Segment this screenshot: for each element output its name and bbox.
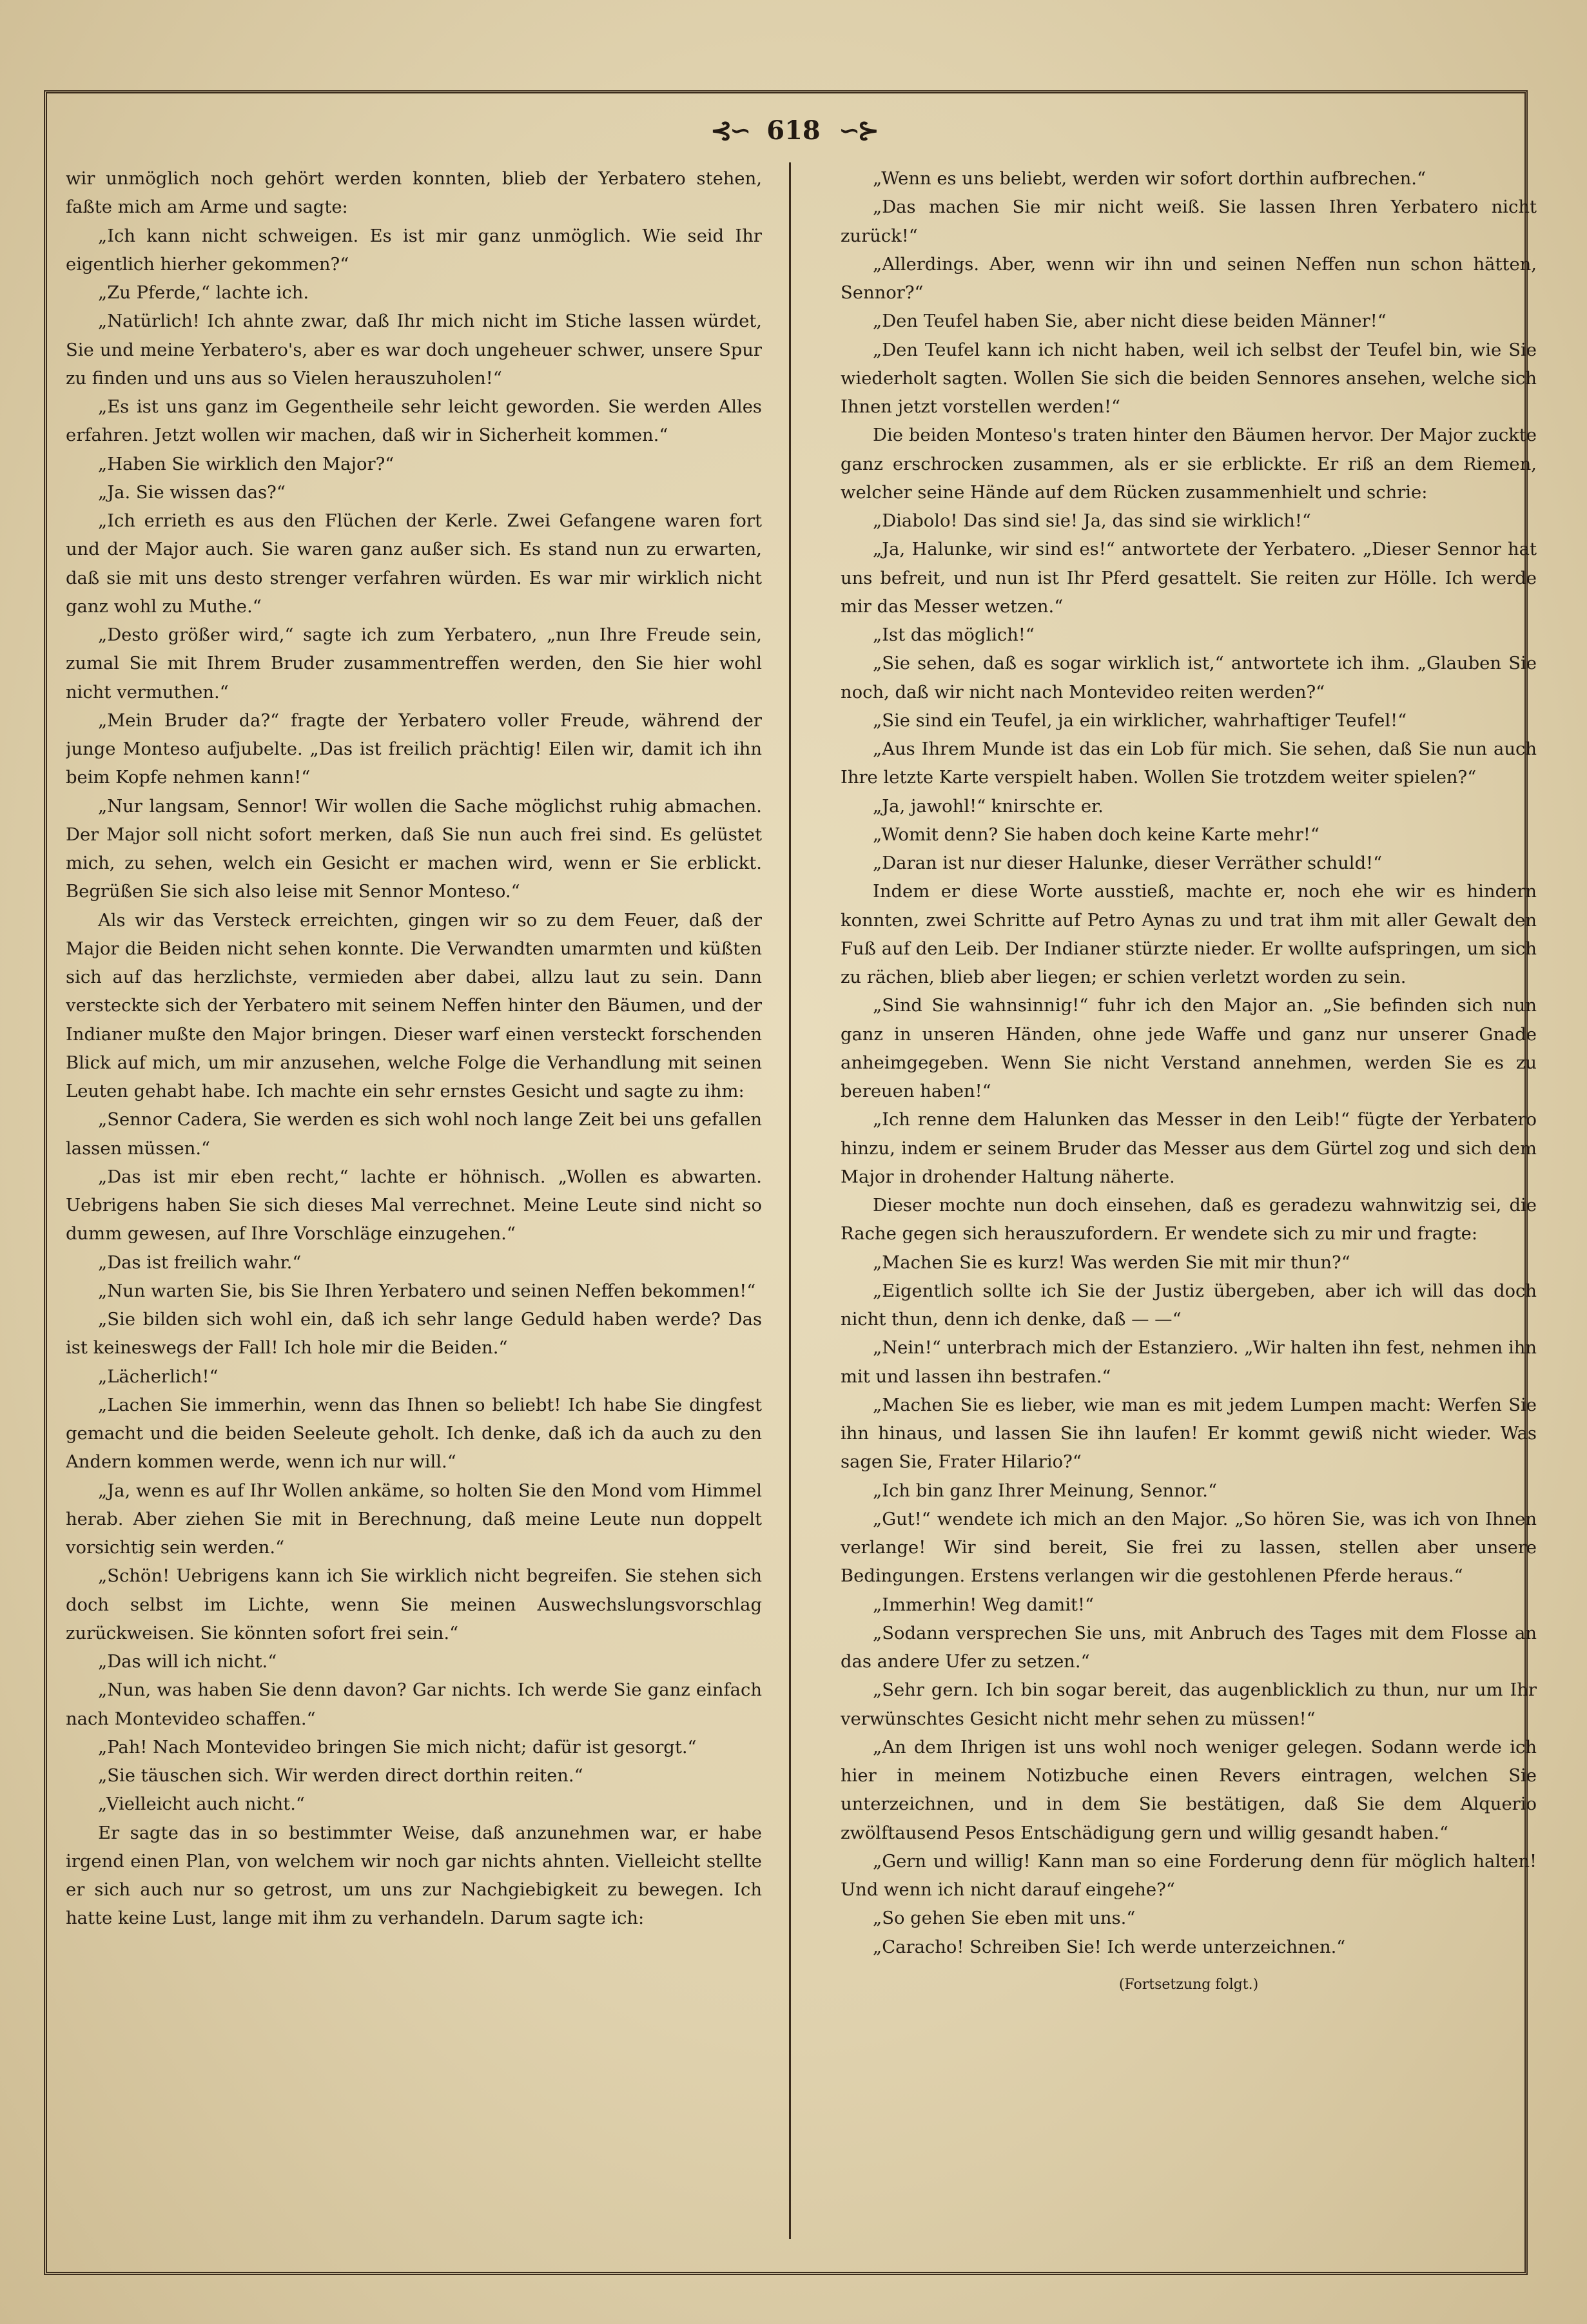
paragraph: „Natürlich! Ich ahnte zwar, daß Ihr mich nicht im Stiche lassen würdet, Sie und meine Yerbatero's, aber es war doch ungeheuer schwer, unsere Spur zu finden und uns aus so Vielen herauszuholen!“ (66, 311, 762, 389)
paragraph: „Schön! Uebrigens kann ich Sie wirklich nicht begreifen. Sie stehen sich doch selbst im Lichte, wenn Sie meinen Auswechslungsvorschlag zurückweisen. Sie könnten sofort frei sein.“ (66, 1566, 762, 1643)
paragraph: „Machen Sie es kurz! Was werden Sie mit mir thun?“ (873, 1252, 1350, 1273)
paragraph: „Machen Sie es lieber, wie man es mit jedem Lumpen macht: Werfen Sie ihn hinaus, und lassen Sie ihn laufen! Er kommt gewiß nicht wieder. Was sagen Sie, Frater Hilario?“ (841, 1395, 1537, 1473)
paragraph: „Caracho! Schreiben Sie! Ich werde unterzeichnen.“ (873, 1937, 1346, 1957)
paragraph: „Ja, jawohl!“ knirschte er. (873, 796, 1104, 817)
paragraph: „Gut!“ wendete ich mich an den Major. „So hören Sie, was ich von Ihnen verlange! Wir sind bereit, Sie frei zu lassen, stellen aber unsere Bedingungen. Erstens verlangen wir die gestohlenen Pferde heraus.“ (841, 1509, 1537, 1587)
paragraph: „Nein!“ unterbrach mich der Estanziero. „Wir halten ihn fest, nehmen ihn mit und lassen ihn bestrafen.“ (841, 1338, 1537, 1387)
paragraph: „Sie sehen, daß es sogar wirklich ist,“ antwortete ich ihm. „Glauben Sie noch, daß wir nicht nach Montevideo reiten werden?“ (841, 654, 1537, 702)
paragraph: „Nur langsam, Sennor! Wir wollen die Sache möglichst ruhig abmachen. Der Major soll nicht sofort merken, daß Sie nun auch frei sind. Es gelüstet mich, zu sehen, welch ein Gesicht er machen wird, wenn er Sie erblickt. Begrüßen Sie sich also leise mit Sennor Monteso.“ (66, 796, 762, 902)
paragraph: „Sehr gern. Ich bin sogar bereit, das augenblicklich zu thun, nur um Ihr verwünschtes Gesicht nicht mehr sehen zu müssen!“ (841, 1680, 1537, 1729)
paragraph: „Nun warten Sie, bis Sie Ihren Yerbatero und seinen Neffen bekommen!“ (98, 1281, 756, 1301)
right-text-column (841, 165, 1537, 2237)
paragraph: „Sodann versprechen Sie uns, mit Anbruch des Tages mit dem Flosse an das andere Ufer zu setzen.“ (841, 1623, 1537, 1672)
paragraph: „Aus Ihrem Munde ist das ein Lob für mich. Sie sehen, daß Sie nun auch Ihre letzte Karte verspielt haben. Wollen Sie trotzdem weiter spielen?“ (841, 739, 1537, 788)
paragraph: „Ja, Halunke, wir sind es!“ antwortete der Yerbatero. „Dieser Sennor hat uns befreit, und nun ist Ihr Pferd gesattelt. Sie reiten zur Hölle. Ich werde mir das Messer wetzen.“ (841, 539, 1537, 617)
paragraph: „Diabolo! Das sind sie! Ja, das sind sie wirklich!“ (873, 511, 1311, 531)
paragraph: „An dem Ihrigen ist uns wohl noch weniger gelegen. Sodann werde ich hier in meinem Notizbuche einen Revers eintragen, welchen Sie unterzeichnen, und in dem Sie bestätigen, daß Sie dem Alquerio zwölftausend Pesos Entschädigung gern und willig gesandt haben.“ (841, 1737, 1537, 1843)
paragraph: „Ja. Sie wissen das?“ (98, 482, 286, 503)
paragraph: „Sie sind ein Teufel, ja ein wirklicher, wahrhaftiger Teufel!“ (873, 710, 1407, 731)
paragraph: „Ist das möglich!“ (873, 625, 1035, 645)
paragraph: „Wenn es uns beliebt, werden wir sofort dorthin aufbrechen.“ (873, 169, 1426, 189)
paragraph: Er sagte das in so bestimmter Weise, daß anzunehmen war, er habe irgend einen Plan, von welchem wir noch gar nichts ahnten. Vielleicht stellte er sich auch nur so getrost, um uns zur Nachgiebigkeit zu bewegen. Ich hatte keine Lust, lange mit ihm zu verhandeln. Darum sagte ich: (66, 1823, 762, 1929)
paragraph: „Lachen Sie immerhin, wenn das Ihnen so beliebt! Ich habe Sie dingfest gemacht und die beiden Seeleute geholt. Ich denke, daß ich da auch zu den Andern kommen werde, wenn ich nur will.“ (66, 1395, 762, 1473)
paragraph: „Sind Sie wahnsinnig!“ fuhr ich den Major an. „Sie befinden sich nun ganz in unseren Händen, ohne jede Waffe und ganz nur unserer Gnade anheimgegeben. Wenn Sie nicht Verstand annehmen, werden Sie es zu bereuen haben!“ (841, 996, 1537, 1101)
paragraph: „Den Teufel haben Sie, aber nicht diese beiden Männer!“ (873, 311, 1387, 332)
paragraph: „Immerhin! Weg damit!“ (873, 1594, 1094, 1615)
paragraph: „Mein Bruder da?“ fragte der Yerbatero voller Freude, während der junge Monteso aufjubelte. „Das ist freilich prächtig! Eilen wir, damit ich ihn beim Kopfe nehmen kann!“ (66, 710, 762, 788)
paragraph: „Es ist uns ganz im Gegentheile sehr leicht geworden. Sie werden Alles erfahren. Jetzt wollen wir machen, daß wir in Sicherheit kommen.“ (66, 397, 762, 446)
paragraph: „Das ist mir eben recht,“ lachte er höhnisch. „Wollen es abwarten. Uebrigens haben Sie sich dieses Mal verrechnet. Meine Leute sind nicht so dumm gewesen, auf Ihre Vorschläge einzugehen.“ (66, 1167, 762, 1244)
paragraph: „Haben Sie wirklich den Major?“ (98, 454, 394, 474)
header-ornament-left: ⊰∽ (710, 115, 749, 146)
column-divider (789, 162, 791, 2239)
paragraph: „Ich bin ganz Ihrer Meinung, Sennor.“ (873, 1480, 1217, 1501)
paragraph: Indem er diese Worte ausstieß, machte er, noch ehe wir es hindern konnten, zwei Schritte auf Petro Aynas zu und trat ihm mit aller Gewalt den Fuß auf den Leib. Der Indianer stürzte nieder. Er wollte aufspringen, um sich zu rächen, blieb aber liegen; er schien verletzt worden zu sein. (841, 882, 1537, 987)
paragraph: wir unmöglich noch gehört werden konnten, blieb der Yerbatero stehen, faßte mich am Arme und sagte: (66, 169, 762, 218)
paragraph: „Nun, was haben Sie denn davon? Gar nichts. Ich werde Sie ganz einfach nach Montevideo schaffen.“ (66, 1680, 762, 1729)
paragraph: „Zu Pferde,“ lachte ich. (98, 283, 309, 303)
paragraph: „Allerdings. Aber, wenn wir ihn und seinen Neffen nun schon hätten, Sennor?“ (841, 254, 1537, 303)
paragraph: „Lächerlich!“ (98, 1366, 219, 1387)
paragraph: „Das ist freilich wahr.“ (98, 1252, 302, 1273)
paragraph: Als wir das Versteck erreichten, gingen wir so zu dem Feuer, daß der Major die Beiden nicht sehen konnte. Die Verwandten umarmten und küßten sich auf das herzlichste, vermieden aber dabei, allzu laut zu sein. Dann versteckte sich der Yerbatero mit seinem Neffen hinter den Bäumen, und der Indianer mußte den Major bringen. Dieser warf einen versteckt forschenden Blick auf mich, um mir anzusehen, welche Folge die Verhandlung mit seinen Leuten gehabt habe. Ich machte ein sehr ernstes Gesicht und sagte zu ihm: (66, 910, 762, 1101)
paragraph: Die beiden Monteso's traten hinter den Bäumen hervor. Der Major zuckte ganz erschrocken zusammen, als er sie erblickte. Er riß an dem Riemen, welcher seine Hände auf dem Rücken zusammenhielt und schrie: (841, 425, 1537, 503)
paragraph: „So gehen Sie eben mit uns.“ (873, 1908, 1136, 1929)
header-ornament-right: ∽⊱ (838, 115, 877, 146)
paragraph: „Das machen Sie mir nicht weiß. Sie lassen Ihren Yerbatero nicht zurück!“ (841, 197, 1537, 246)
paragraph: „Gern und willig! Kann man so eine Forderung denn für möglich halten! Und wenn ich nicht darauf eingehe?“ (841, 1851, 1537, 1900)
left-text-column (66, 165, 762, 2237)
paragraph: „Ich kann nicht schweigen. Es ist mir ganz unmöglich. Wie seid Ihr eigentlich hierher gekommen?“ (66, 226, 762, 275)
paragraph: „Ja, wenn es auf Ihr Wollen ankäme, so holten Sie den Mond vom Himmel herab. Aber ziehen Sie mit in Berechnung, daß meine Leute nun doppelt vorsichtig sein werden.“ (66, 1480, 762, 1558)
paragraph: „Pah! Nach Montevideo bringen Sie mich nicht; dafür ist gesorgt.“ (98, 1737, 697, 1758)
continuation-note: (Fortsetzung folgt.) (1118, 1976, 1259, 1993)
paragraph: „Womit denn? Sie haben doch keine Karte mehr!“ (873, 824, 1319, 845)
page-number: 618 (766, 115, 821, 146)
paragraph: „Sennor Cadera, Sie werden es sich wohl noch lange Zeit bei uns gefallen lassen müssen.“ (66, 1110, 762, 1159)
paragraph: „Desto größer wird,“ sagte ich zum Yerbatero, „nun Ihre Freude sein, zumal Sie mit Ihrem Bruder zusammentreffen werden, den Sie hier wohl nicht vermuthen.“ (66, 625, 762, 702)
page-header (0, 108, 1587, 153)
paragraph: „Eigentlich sollte ich Sie der Justiz übergeben, aber ich will das doch nicht thun, denn ich denke, daß — —“ (841, 1281, 1537, 1330)
paragraph: „Den Teufel kann ich nicht haben, weil ich selbst der Teufel bin, wie Sie wiederholt sagten. Wollen Sie sich die beiden Sennores ansehen, welche sich Ihnen jetzt vorstellen werden!“ (841, 340, 1537, 417)
paragraph: „Ich renne dem Halunken das Messer in den Leib!“ fügte der Yerbatero hinzu, indem er seinem Bruder das Messer aus dem Gürtel zog und sich dem Major in drohender Haltung näherte. (841, 1110, 1537, 1187)
paragraph: „Vielleicht auch nicht.“ (98, 1794, 305, 1815)
paragraph: „Das will ich nicht.“ (98, 1652, 277, 1672)
paragraph: „Sie täuschen sich. Wir werden direct dorthin reiten.“ (98, 1766, 583, 1786)
paragraph: „Daran ist nur dieser Halunke, dieser Verräther schuld!“ (873, 853, 1383, 873)
paragraph: Dieser mochte nun doch einsehen, daß es geradezu wahnwitzig sei, die Rache gegen sich herauszufordern. Er wendete sich zu mir und fragte: (841, 1196, 1537, 1244)
paragraph: „Sie bilden sich wohl ein, daß ich sehr lange Geduld haben werde? Das ist keineswegs der Fall! Ich hole mir die Beiden.“ (66, 1310, 762, 1359)
paragraph: „Ich errieth es aus den Flüchen der Kerle. Zwei Gefangene waren fort und der Major auch. Sie waren ganz außer sich. Es stand nun zu erwarten, daß sie mit uns desto strenger verfahren würden. Es war mir wirklich nicht ganz wohl zu Muthe.“ (66, 511, 762, 617)
